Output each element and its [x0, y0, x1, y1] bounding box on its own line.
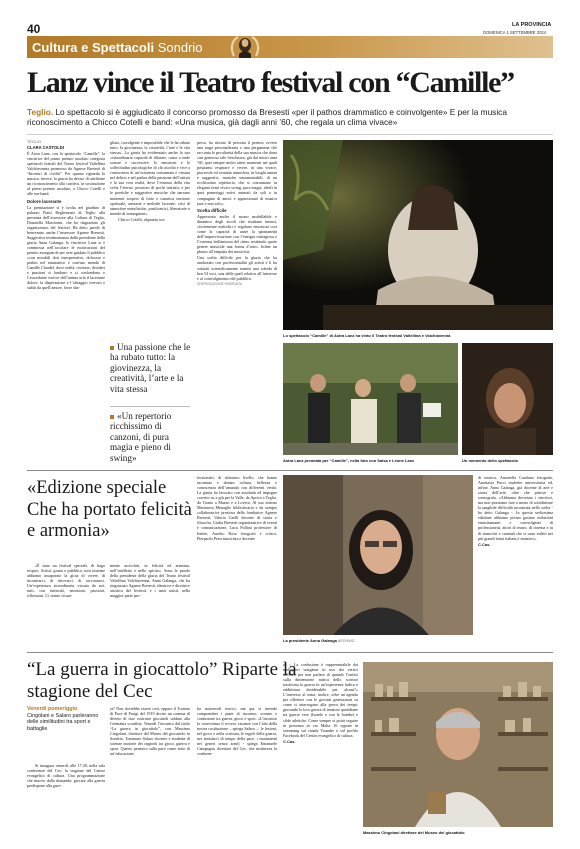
photo-caption	[283, 638, 473, 643]
masthead: LA PROVINCIA	[512, 22, 552, 28]
stage-scene-illustration	[283, 140, 553, 330]
pull-quote-text: «Un repertorio ricchissimo di canzoni, di pura magia e pieno di swing»	[110, 411, 172, 463]
photo-caption	[283, 458, 458, 463]
article1-paragraph: Apprezzato anche il suono modellabile e dinamico degli ascoli che risultano intensi, «fortemente melodici e regalano emozioni così come la capacità di unire la spontaneità dell’improvvisazione con l’energia contagiosa e l’estrema brillantezza del ritmo resalando quote genere musicale una forma d’arte». Infine un plauso all’empatia dei musicisti.	[197, 213, 277, 254]
article3-paragraph: Si inaugura venerdì, alle 17,30, nella sala conferenze del Cec, la stagione del Centro evangelico di cultura. Una programmazione che muove dalla domanda: giocare alla guerra predispone alla guer-	[27, 763, 105, 789]
article1-lead-text: Lo spettacolo si è aggiudicato il concorso promosso da Bresesti «per il pathos drammatico e coinvolgente» E per la musica riconoscimento a Chicco Cotelli e band: «Una musica, già dagli anni ’60, che regala un clima vivace»	[27, 107, 507, 128]
wreath-portrait-icon	[228, 32, 262, 62]
photo-caption-text: La presidente Anna Galanga	[283, 638, 337, 643]
pull-quote-text: Una passione che le ha rubato tutto: la giovinezza, la creatività, l’arte e la vita stessa	[110, 342, 191, 394]
article1-lead-place: Teglio.	[27, 107, 54, 117]
divider	[110, 406, 190, 407]
article2-paragraph: «È stato un festival speciale, di largo respiro. Artisti, giuria e pubblico, tutti insieme abbiamo assaporato la gioia di vivere, di incontrarci, di ritrovarci, di raccontarci. Un’esperienza straordinaria vissuta da noi, tutti, con intensità, emozioni, passioni, riflessioni. Ci siamo sicura-	[27, 563, 105, 599]
copyright-notice: ©RIPRODUZIONE RISERVATA	[197, 282, 242, 287]
article2-paragraph: di musica, Antonella Catalano fotografa, Anastasia Pucci studente universitaria ed, infine, Anna Galanga, già docente di arte e storia dell’arte, oltre che pittrice e scenografa. «Abbiamo decretato i vincitori, ma non possiamo fare a meno di sottolineare la tangibile difficoltà incontrata nella scelta - ha detto Galanga -. In questa sedicesima edizione abbiamo potuto gustare esibizioni entusiasmanti e coinvolgenti di professionisti, attori di teatro, di cinema e tu di musicisti e cantanti che si sono esibiti nei più grandi teatri italiani e stranieri».	[478, 475, 553, 541]
photo-anna-galanga	[283, 475, 473, 635]
byline: CLARA CASTOLDI	[27, 145, 64, 151]
signature: C.Cas.	[283, 739, 296, 745]
photo-caption	[363, 830, 553, 835]
article3-column-4	[283, 662, 358, 827]
pull-quote	[110, 411, 192, 463]
article1-paragraph: La premiazione si è svolta nel giardino di palazzo Piatti Reghenzani di Teglio alla presenza dell’assessore alla Cultura di Teglio, Donatella Marcionni, che ha ringraziato gli organizzatori del festival. Ha detto parole di benvenuto anche l’assessore Agnese Bresesti. Suggestiva testimonianza dalla presidente della giuria Anna Galanga, la vincitrice Lanz si è commossa nell’accolare le motivazioni del premio assegnatole per aver guidato il pubblico «con mirabili doti interpretative, dolcezza e pathos nel traumatico e confuso mondo di Camille Claudel, dove realtà, certezze, desideri e passioni si fondono e si confondono e l’assordante vortice dell’anima urla il lacerante dolore, la disperazione e l’oltraggio ricevuti e subìti da quell’amore, forse sba-	[27, 204, 105, 291]
byline-place: TEGLIO	[27, 140, 41, 144]
quote-marker-icon	[110, 415, 114, 419]
article3-column-3	[197, 706, 277, 836]
photo-caption-text: Astra Lanz premiata per “Camille”, nella foto con Salsa e Leone Lanz	[283, 458, 415, 463]
award-scene-illustration	[283, 343, 458, 455]
article3-paragraph: za -. La confusione è rappresentabile dai molteplici wargame in uso dai vertici militari, per non parlare di quando l’enfasi sulla dimensione mitica dello scontro trasforma la guerra in un’esperienza ludica e addirittura desiderabile per alcuni?» L’interesse al tema, inoltre, offre un’agenda per riflettere con le giovani generazioni su come si interrogano alla prova dei tempi: giocando lo loro guerra di tensioni quotidiane tra guerre vere (Israele e con le bombe) e sfide atletiche. Come sempre si potrà seguire in presenza in via Malta 16 oppure in streaming sul canale Youtube o sul profilo Facebook del Centro evangelico di cultura.	[283, 662, 358, 738]
pull-quote	[110, 342, 192, 394]
article3-paragraph: ra? Non dovrebbe essere così, eppure il Trattato di Pace di Parigi del 1919 decise un comma di divieto di fare costruire giocattoli soldato alla Germania sconfitta. Venerdì l’incontro dal titolo “La guerra in giocattolo”, con Massimo Cingolani, direttore del Museo del giocattolo in Sondrio, Tommaso Salaro docente e studente di scienze motorie dei rapporti tra gioco, guerra e sport. Questo pensiero sulla pace come esito di un’educazione	[110, 706, 190, 757]
page-number: 40	[27, 22, 41, 36]
article2-paragraph: mente arricchiti, in felicità ed armonia, nell’intelletto e nello spirito». Sono le parole della presidente della giuria del Teatro festival Valtellina Valchiavenna, Anna Galanga, che ha ringraziato Agnese Bresesti, ideatrice e direttrice artistica del festival, e i tanti artisti, nella maggior parte pro-	[110, 563, 190, 599]
article3-kicker	[27, 706, 105, 732]
article2-column-2	[110, 563, 190, 648]
performer-portrait	[462, 343, 553, 455]
subheading: Dolore lacerante	[27, 198, 62, 204]
article3-column-2	[110, 706, 190, 836]
article2-column-3	[197, 475, 277, 648]
photo-award-ceremony	[283, 343, 458, 455]
article1-column-1	[27, 140, 105, 455]
kicker-heading: Venerdì pomeriggio	[27, 706, 78, 712]
article3-column-1	[27, 763, 105, 835]
article3-title: “La guerra in giocattolo” Riparte la stagione del Cec	[27, 659, 297, 702]
photo-massimo-cingolani	[363, 662, 553, 827]
divider	[27, 652, 553, 653]
article1-paragraph: Una scelta difficile per la giuria che ha analizzato con professionalità gli artisti e li ha valutati scientificamente tramite una scheda di ben 54 voci, una delle quali relativa all’interesse e al coinvolgimento del pubblico.	[197, 255, 277, 281]
signature: C.Cas.	[478, 542, 491, 547]
photo-camille-stage	[283, 140, 553, 330]
photo-caption-text: Un momento dello spettacolo	[462, 458, 519, 463]
article1-paragraph: Chicco Cotelli, alquanto sor-	[118, 217, 166, 223]
article2-title: «Edizione speciale Che ha portato felicità e armonia»	[27, 478, 192, 541]
photo-credit: ARCHIVIO	[338, 639, 355, 643]
photo-caption	[462, 458, 553, 463]
article3-paragraph: ha autorevoli teorici, ma qui si intende comprendere i piani di incontro, scontro e confusione tra guerra, gioco e sport. «L’incontro lo osserviamo li ovvero vacanze con l’alto della nostra costituzione – spiega Salaro –: le lezioni, nel gioco e nella scrittura, le regole della guerra, nei simulacri di tempo della pace, i mutamenti nei generi senza armi) - spiega Emanuele Campagna, direttore del Cec, che moderava la conferen-	[197, 706, 277, 757]
article1-paragraph: gliato, travolgente e impossibile che le ha rubato tutto: la giovinezza, la creatività, l’arte e la vita stessa». La giuria ha evidenziato anche la sua «straordinaria capacità di dilatare, come a onde sonore e successive, le emozioni e le sollecitudini psicologiche di chi ascolta e vive a conoscenza di un’esistenza consumata e vissuta nel delirio e nel pathos della passione dell’artista e la sua vera realtà, dove l’essenza della vita svela l’eterno, possesso di pochi iniziati» e per le poetiche e suggestive musiche che narrano momenti sospesi di forte e catartica tensione spirituale, armonie e melodie lacerate, crisi di atmosfere metafisiche, purificatrici, liberatorie e monde di immaginari».	[110, 140, 190, 216]
toy-museum-illustration	[363, 662, 553, 827]
article2-paragraph: fessionisti, di altissimo livello, che hanno incantato e donato cultura, bellezza e conoscenza dell’umanità con differenti verità. La giuria ha lavorato con assiduità ed impegno corretto su e giù per la Valle, da Aprica a Teglio, da Tirano a Mazzo e a Lovero. Al suo interno Mariarosa Menaglio bibliotecaria e da sempre collaboratrice preziosa della fondatrice Agnese Bresesti, Valeria Caelli docente di storia e filosofia, Giulia Bresesti organizzatrice di eventi e comunicazione, Luca Pollani professore di lettere, Aurelio Rosa fotografo e critico, Pierpaolo Persi musicista e docente	[197, 475, 277, 541]
article1-title: Lanz vince il Teatro festival con “Camille”	[27, 66, 514, 99]
portrait-illustration	[283, 475, 473, 635]
section-title	[32, 40, 203, 55]
article2-column-4	[478, 475, 553, 648]
kicker-text: Cingolani e Salaro parleranno delle similitudini tra sport e battaglie	[27, 712, 99, 732]
article2-column-1	[27, 563, 105, 648]
article1-paragraph: preso, ha ritirato di persona il premio ovvero una targa personalizzata e una pergamena che racconta le peculiarità della sua musica che dona «un generoso tale freschezza, già dai mitici anni ’60, quei sempre molto attesi momenti nei quali possiamo respirare e vivere, in una vivace, piacevole ed ovattata atmosfera, in luoghi ameni e suggestivi, musiche intramontabili, di un ricchissimo repertorio, che si consumano in eleganti ritmi vivaci swing, pura magia, ideali in quei pomeriggi estivi animati da soli o in compagnia di amici e appassionati di musica jazz e non solo».	[197, 140, 277, 206]
photo-performance	[462, 343, 553, 455]
section-label: Cultura e Spettacoli	[32, 40, 155, 55]
article1-column-2	[110, 140, 190, 335]
article1-column-3	[197, 140, 277, 457]
article1-lead	[27, 107, 553, 128]
photo-caption-text: Lo spettacolo “Camille” di Astra Lanz ha vinto il Teatro festival Valtellina e Valchiavenna	[283, 333, 451, 338]
subheading: Scelta difficile	[197, 207, 227, 213]
photo-caption	[283, 333, 553, 338]
divider	[27, 134, 553, 135]
issue-date: DOMENICA 1 SETTEMBRE 2024	[483, 30, 547, 35]
quote-marker-icon	[110, 346, 114, 350]
article1-paragraph: È Astra Lanz, con lo spettacolo “Camille”, la vincitrice del primo premio assoluto categoria spettacoli teatrali del Teatro festival Valtellina Valchiavenna promosso da Agnese Bresesti di “Incontri di civiltà”. Per quanto riguarda la musica, invece, la giuria ha deciso di attribuire un riconoscimento alla carriera, in sostituzione al primo premio assoluto, a Chicco Cotelli e alle sue band.	[27, 151, 105, 197]
divider	[27, 470, 553, 471]
photo-caption-text: Massimo Cingolani direttore del Museo del giocattolo	[363, 830, 465, 835]
section-area: Sondrio	[157, 40, 203, 55]
